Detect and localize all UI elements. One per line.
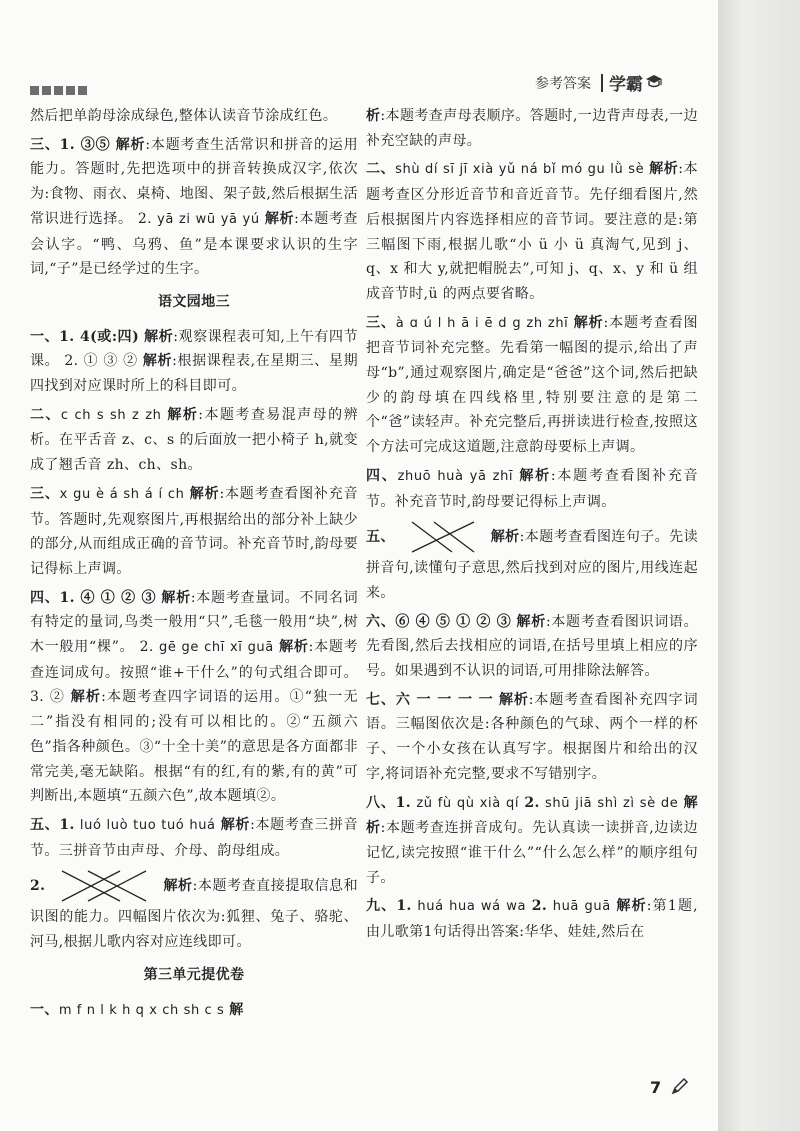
section-title: 第三单元提优卷 bbox=[143, 966, 245, 983]
section-title: 语文园地三 bbox=[158, 293, 230, 310]
graduation-cap-icon bbox=[645, 73, 663, 93]
book-spine bbox=[718, 0, 800, 1131]
decor-square bbox=[42, 86, 51, 95]
answer-line: 然后把单韵母涂成绿色,整体认读音节涂成红色。 bbox=[30, 108, 338, 124]
answer-item: 五、1. luó luò tuo tuó huá 解析:本题考查三拼音节。三拼音节由声母、介母、韵母组成。 bbox=[30, 816, 358, 859]
page-header bbox=[535, 70, 663, 95]
answer-item: 三、x gu è á sh á í ch 解析:本题考查看图补充音节。答题时,先观察图片,再根据给出的部分补上缺少的部分,从而组成正确的音节词。补充音节时,韵母要记得标上声调。 bbox=[30, 485, 358, 577]
answer-item: 九、1. huá hua wá wa 2. huā guā 解析:第1题,由儿歌第1句话得出答案:华华、娃娃,然后在 bbox=[366, 898, 698, 941]
decor-square bbox=[78, 86, 87, 95]
answer-item: 一、m f n l k h q x ch sh c s 解 bbox=[30, 1001, 244, 1018]
header-separator bbox=[601, 74, 603, 92]
answer-item: 一、1. 4(或:四) 解析:观察课程表可知,上午有四节课。 2. ① ③ ② 解析:根据课程表,在星期三、星期四找到对应课时所上的科目即可。 bbox=[30, 328, 358, 395]
header-decoration bbox=[30, 86, 87, 96]
answer-item: 二、shù dí sī jī xià yǔ ná bǐ mó gu lǜ sè 解析:本题考查区分形近音节和音近音节。先仔细看图片,然后根据图片内容选择相应的音节词。要注意的是:第三幅图下雨,根据儿歌“小 ü 小 ü 真淘气,见到 j、q、x 和大 y,就把帽脱去”,可知 j、q、x、y 和 ü 组成音节时,ü 的两点要省略。 bbox=[366, 161, 698, 302]
left-column bbox=[30, 104, 358, 1027]
answer-item: 七、六 一 一 一 一 解析:本题考查看图补充四字词语。三幅图依次是:各种颜色的气球、两个一样的杯子、一个小女孩在认真写字。根据图片和给出的汉字,将词语补充完整,要求不写错别字。 bbox=[366, 691, 698, 782]
answer-item: 析:本题考查声母表顺序。答题时,一边背声母表,一边补充空缺的声母。 bbox=[366, 108, 698, 149]
answer-item: 五、 解析:本题考查看图连句子。先读拼音句,读懂句子意思,然后找到对应的图片,用线连起来。 bbox=[366, 518, 698, 605]
answer-item: 八、1. zǔ fù qù xià qí 2. shū jiā shì zì sè de 解析:本题考查连拼音成句。先认真读一读拼音,边读边记忆,读完按照“谁干什么”“什么怎么样”的顺序组句子。 bbox=[366, 794, 699, 886]
answer-item: 2. 解析:本题考查直接提取信息和识图的能力。四幅图片依次为:狐狸、兔子、骆驼、河马,根据儿歌内容对应连线即可。 bbox=[30, 867, 358, 954]
matching-lines-diagram bbox=[408, 518, 478, 556]
decor-square bbox=[66, 86, 75, 95]
answer-item: 三、1. ③⑤ 解析:本题考查生活常识和拼音的运用能力。答题时,先把选项中的拼音转换成汉字,依次为:食物、雨衣、桌椅、地图、架子鼓,然后根据生活常识进行选择。 2. yā zi wū yā yú 解析:本题考查会认字。“鸭、乌鸦、鱼”是本课要求认识的生字词,“子”是已经学过的生字。 bbox=[30, 136, 358, 278]
answer-item: 六、⑥ ④ ⑤ ① ② ③ 解析:本题考查看图识词语。先看图,然后去找相应的词语,在括号里填上相应的序号。如果遇到不认识的词语,可用排除法解答。 bbox=[366, 613, 698, 680]
decor-square bbox=[54, 86, 63, 95]
decor-square bbox=[30, 86, 39, 95]
brand-title: 学霸 bbox=[609, 75, 643, 95]
answer-item: 三、à ɑ ú l h ā i ē d g zh zhī 解析:本题考查看图把音节词补充完整。先看第一幅图的提示,给出了声母“b”,通过观察图片,确定是“爸爸”这个词,然后把缺少的韵母填在四线格里,特别要注意的是第二个“爸”读轻声。补充完整后,再拼读进行检查,按照这个方法可完成这道题,注意韵母要标上声调。 bbox=[366, 314, 698, 456]
pencil-icon bbox=[670, 1076, 690, 1100]
answer-item: 四、zhuō huà yā zhī 解析:本题考查看图补充音节。补充音节时,韵母要记得标上声调。 bbox=[366, 467, 699, 510]
matching-lines-diagram bbox=[58, 867, 150, 905]
right-column bbox=[366, 104, 698, 949]
answers-label: 参考答案 bbox=[535, 75, 591, 92]
answer-item: 二、c ch s sh z zh 解析:本题考查易混声母的辨析。在平舌音 z、c、s 的后面放一把小椅子 h,就变成了翘舌音 zh、ch、sh。 bbox=[30, 406, 358, 474]
answer-item: 四、1. ④ ① ② ③ 解析:本题考查量词。不同名词有特定的量词,鸟类一般用“只”,毛毯一般用“块”,树木一般用“棵”。 2. gē ge chī xī guā 解析:本题考查连词成句。按照“谁+干什么”的句式组合即可。 3. ② 解析:本题考查四字词语的运用。①“独一无二”指没有相同的;没有可以相比的。②“五颜六色”指各种颜色。③“十全十美”的意思是各方面都非常完美,毫无缺陷。根据“有的红,有的紫,有的黄”可判断出,本题填“五颜六色”,故本题填②。 bbox=[30, 589, 358, 805]
page-number: 7 bbox=[650, 1078, 662, 1097]
